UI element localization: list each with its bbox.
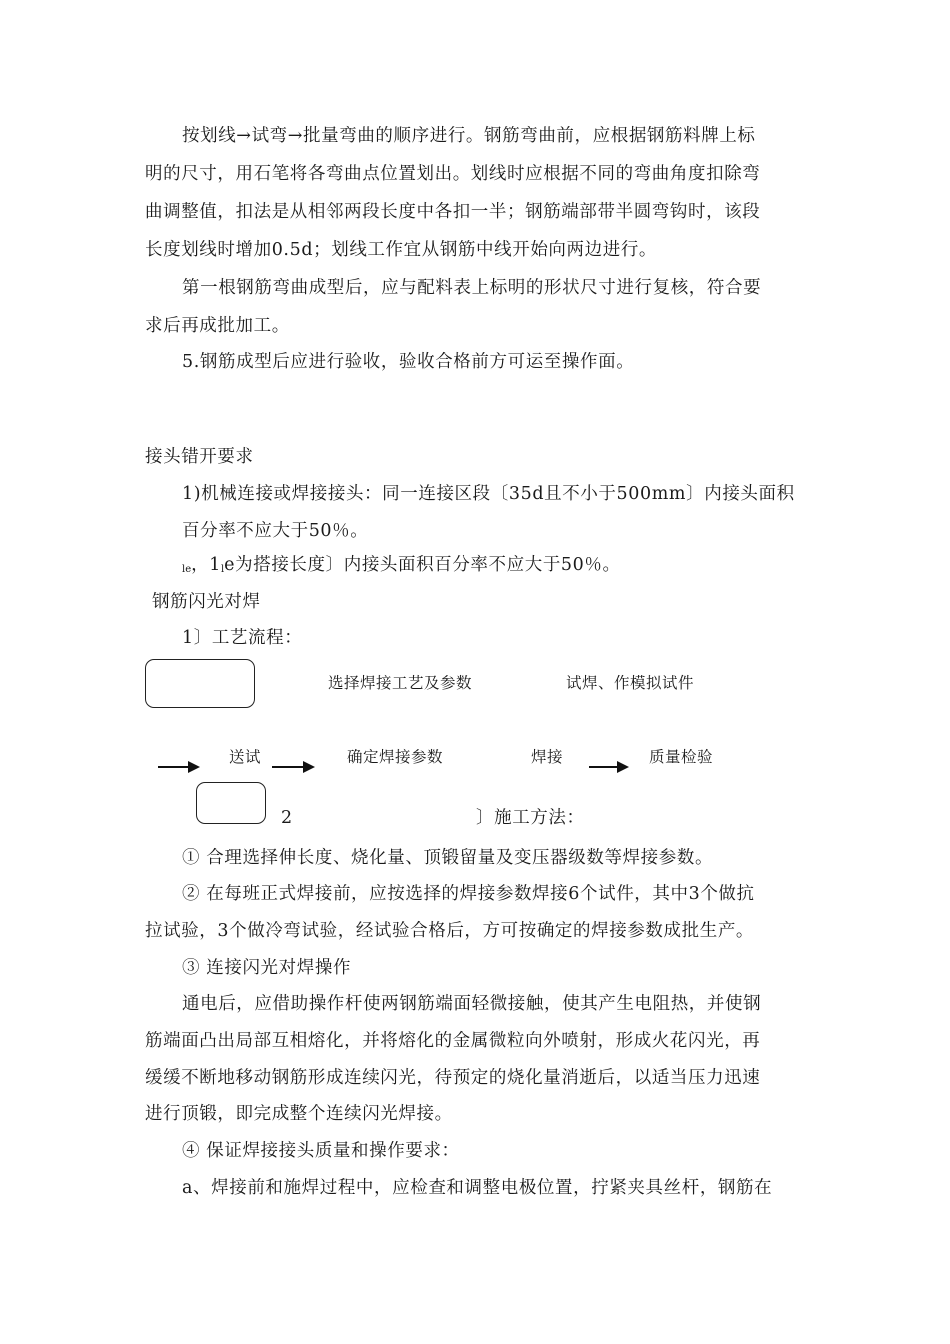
text-line: 进行顶锻，即完成整个连续闪光焊接。: [145, 1104, 453, 1124]
flow-step-weld: 焊接: [531, 748, 564, 766]
arrow-right-icon: [158, 766, 198, 768]
section-heading: 钢筋闪光对焊: [152, 592, 261, 612]
flow-title: 1〕工艺流程：: [182, 628, 303, 648]
text-line: 缓缓不断地移动钢筋形成连续闪光，待预定的烧化量消逝后，以适当压力迅速: [145, 1068, 761, 1088]
text-fragment: ，1: [191, 555, 221, 575]
text-line: 长度划线时增加0.5d；划线工作宜从钢筋中线开始向两边进行。: [145, 240, 658, 260]
text-line: ③ 连接闪光对焊操作: [182, 958, 352, 978]
text-line: 通电后，应借助操作杆使两钢筋端面轻微接触，使其产生电阻热，并使钢: [182, 994, 762, 1014]
text-line: [182, 553, 621, 582]
text-line: 求后再成批加工。: [145, 316, 290, 336]
text-line: ① 合理选择伸长度、烧化量、顶锻留量及变压器级数等焊接参数。: [182, 848, 714, 868]
flow-box: [196, 782, 266, 824]
subscript: le: [182, 564, 192, 575]
flow-box: [145, 659, 255, 708]
flow-step-send: 送试: [229, 748, 262, 766]
method-title: 〕施工方法：: [476, 808, 585, 828]
arrow-right-icon: [589, 766, 627, 768]
text-fragment: e为搭接长度〕内接头面积百分率不应大于50％。: [224, 555, 621, 575]
method-number: 2: [281, 808, 293, 828]
text-line: 曲调整值，扣法是从相邻两段长度中各扣一半；钢筋端部带半圆弯钩时，该段: [145, 202, 761, 222]
text-line: 拉试验，3个做冷弯试验，经试验合格后，方可按确定的焊接参数成批生产。: [145, 921, 755, 941]
text-line: ② 在每班正式焊接前，应按选择的焊接参数焊接6个试件，其中3个做抗: [182, 884, 755, 904]
text-line: 明的尺寸，用石笔将各弯曲点位置划出。划线时应根据不同的弯曲角度扣除弯: [145, 164, 761, 184]
text-line: ④ 保证焊接接头质量和操作要求：: [182, 1141, 460, 1161]
section-heading: 接头错开要求: [145, 447, 254, 467]
flow-step-inspect: 质量检验: [649, 748, 714, 766]
text-line: 第一根钢筋弯曲成型后，应与配料表上标明的形状尺寸进行复核，符合要: [182, 278, 762, 298]
text-line: 5.钢筋成型后应进行验收，验收合格前方可运至操作面。: [182, 352, 635, 372]
text-line: a、焊接前和施焊过程中，应检查和调整电极位置，拧紧夹具丝杆，钢筋在: [182, 1178, 773, 1198]
arrow-right-icon: [272, 766, 313, 768]
subscript: l: [220, 564, 225, 575]
text-line: 筋端面凸出局部互相熔化，并将熔化的金属微粒向外喷射，形成火花闪光，再: [145, 1031, 761, 1051]
flow-step-trial: 试焊、作模拟试件: [566, 674, 695, 692]
flow-step-confirm: 确定焊接参数: [347, 748, 444, 766]
flow-step-select: 选择焊接工艺及参数: [328, 674, 473, 692]
text-line: 按划线→试弯→批量弯曲的顺序进行。钢筋弯曲前，应根据钢筋料牌上标: [182, 126, 756, 146]
text-line: 百分率不应大于50％。: [182, 521, 369, 541]
text-line: 1)机械连接或焊接接头：同一连接区段〔35d且不小于500mm〕内接头面积: [182, 484, 795, 504]
